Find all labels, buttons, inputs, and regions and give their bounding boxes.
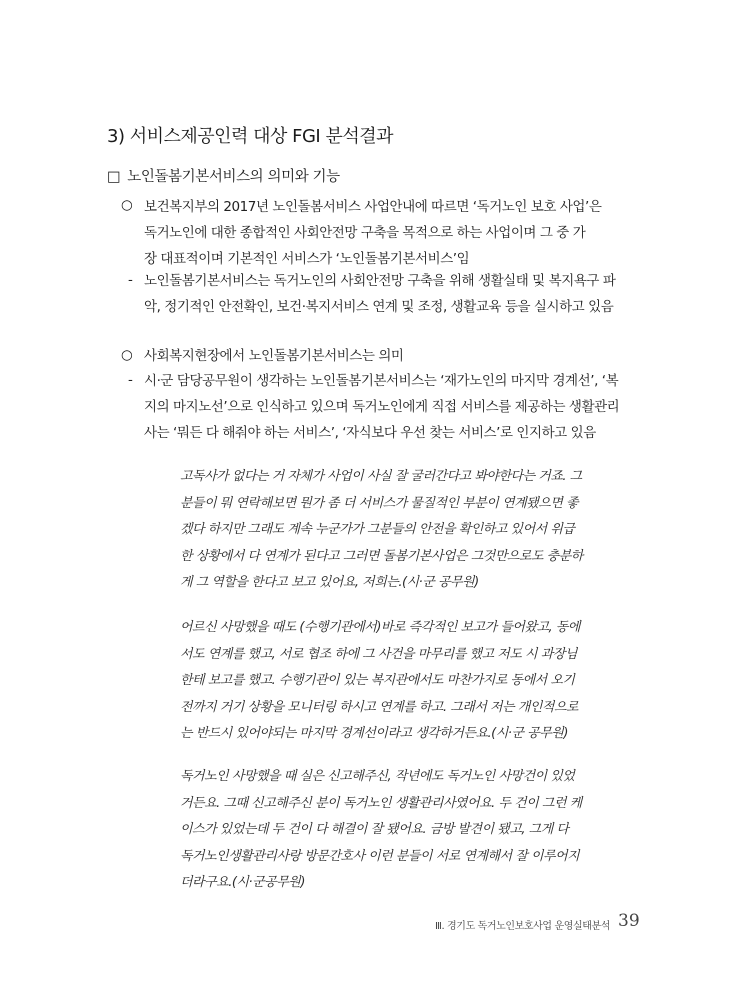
paragraph-1-detail xyxy=(144,268,644,320)
quote-line: 이스가 있었는데 두 건이 다 해결이 잘 됐어요. 금방 발견이 됐고, 그게 다 xyxy=(180,822,569,837)
paragraph-line: 보건복지부의 2017년 노인돌봄서비스 사업안내에 따르면 ‘독거노인 보호 사업’은 xyxy=(144,199,602,215)
quote-line: 분들이 뭐 연락해보면 뭔가 좀 더 서비스가 물질적인 부분이 연계됐으면 좋 xyxy=(180,495,579,511)
circle-bullet-icon: ○ xyxy=(121,197,133,213)
quote-line: 어르신 사망했을 때도 (수행기관에서)바로 즉각적인 보고가 들어왔고, 동에 xyxy=(180,620,580,635)
paragraph-line: 독거노인에 대한 종합적인 사회안전망 구축을 목적으로 하는 사업이며 그 중 가 xyxy=(144,225,586,241)
quote-line: 겠다 하지만 그래도 계속 누군가가 그분들의 안전을 확인하고 있어서 위급 xyxy=(180,522,575,537)
paragraph-line: 지의 마지노선’으로 인식하고 있으며 독거노인에게 직접 서비스를 제공하는 생활관리 xyxy=(144,399,620,415)
paragraph-line: 노인돌봄기본서비스는 독거노인의 사회안전망 구축을 위해 생활실태 및 복지욕구 파 xyxy=(144,273,616,289)
interview-quote xyxy=(180,764,642,897)
page-number: 39 xyxy=(618,911,640,931)
subheading-text: 노인돌봄기본서비스의 의미와 기능 xyxy=(127,169,340,185)
square-bullet-icon: □ xyxy=(107,169,121,185)
running-footer: Ⅲ. 경기도 독거노인보호사업 운영실태분석 xyxy=(435,921,611,932)
paragraph-2-detail xyxy=(144,368,644,446)
dash-bullet: - xyxy=(128,272,133,288)
paragraph-line: 사회복지현장에서 노인돌봄기본서비스는 의미 xyxy=(144,348,404,364)
paragraph-2-title xyxy=(144,343,404,369)
quote-line: 더라구요.(시·군공무원) xyxy=(180,875,305,890)
paragraph-line: 장 대표적이며 기본적인 서비스가 ‘노인돌봄기본서비스’임 xyxy=(144,251,470,267)
interview-quote xyxy=(180,615,642,748)
section-heading: 3) 서비스제공인력 대상 FGI 분석결과 xyxy=(107,126,394,147)
quote-line: 서도 연계를 했고, 서로 협조 하에 그 사건을 마무리를 했고 저도 시 과장님 xyxy=(180,646,577,662)
quote-line: 독거노인 사망했을 때 실은 신고해주신, 작년에도 독거노인 사망건이 있었 xyxy=(180,769,575,784)
quote-line: 한테 보고를 했고. 수행기관이 있는 복지관에서도 마찬가지로 동에서 오기 xyxy=(180,673,575,688)
quote-line: 전까지 거기 상황을 모니터링 하시고 연계를 하고. 그래서 저는 개인적으로 xyxy=(180,699,579,715)
paragraph-1 xyxy=(144,194,644,272)
quote-line: 한 상황에서 다 연계가 된다고 그러면 돌봄기본사업은 그것만으로도 충분하 xyxy=(180,548,583,564)
dash-bullet: - xyxy=(128,372,133,388)
paragraph-line: 시·군 담당공무원이 생각하는 노인돌봄기본서비스는 ‘재가노인의 마지막 경계선’, ‘복 xyxy=(144,373,619,389)
quote-line: 게 그 역할을 한다고 보고 있어요, 저희는.(시·군 공무원) xyxy=(180,575,479,590)
circle-bullet-icon: ○ xyxy=(121,347,133,363)
quote-line: 거든요. 그때 신고해주신 분이 독거노인 생활관리사였어요. 두 건이 그런 케 xyxy=(180,795,582,811)
paragraph-line: 악, 정기적인 안전확인, 보건·복지서비스 연계 및 조정, 생활교육 등을 실시하고 있음 xyxy=(144,299,614,315)
quote-line: 독거노인생활관리사랑 방문간호사 이런 분들이 서로 연계해서 잘 이루어지 xyxy=(180,848,580,864)
subheading xyxy=(107,165,340,186)
quote-line: 고독사가 없다는 거 자체가 사업이 사실 잘 굴러간다고 봐야한다는 거죠. 그 xyxy=(180,469,582,484)
quote-line: 는 반드시 있어야되는 마지막 경계선이라고 생각하거든요.(시·군 공무원) xyxy=(180,726,568,741)
paragraph-line: 사는 ‘뭐든 다 해줘야 하는 서비스’, ‘자식보다 우선 찾는 서비스’로 인지하고 있음 xyxy=(144,425,596,441)
interview-quote xyxy=(180,464,642,597)
